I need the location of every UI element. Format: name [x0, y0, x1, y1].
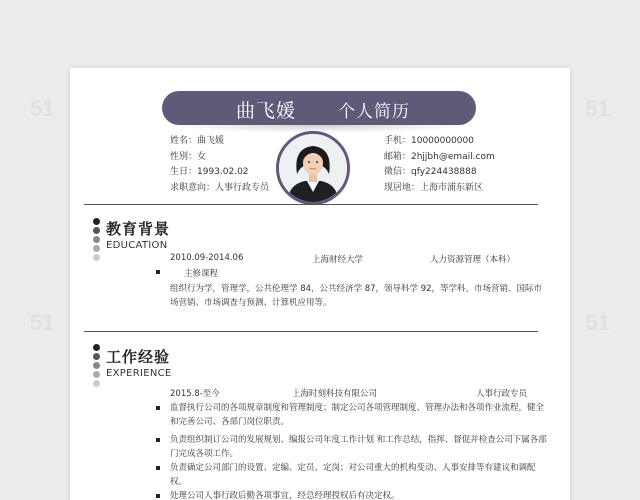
- watermark-text: 51: [585, 96, 610, 121]
- header-banner: [162, 91, 476, 125]
- section-divider: [84, 331, 538, 332]
- resume-page: [70, 68, 570, 500]
- experience-dots-icon: [93, 344, 100, 387]
- info-email: 邮箱：2hjjbh@email.com: [384, 151, 495, 162]
- education-courses-label: 主修课程: [184, 269, 219, 279]
- watermark-text: 51: [585, 310, 610, 335]
- education-courses-text: 组织行为学，管理学，公共伦理学 84，公共经济学 87，领导科学 92，等学科。市场营销、国际市场营销、市场调查与预测、计算机应用等。: [170, 284, 543, 308]
- personal-info-right: [384, 134, 495, 196]
- info-birthday: 生日：1993.02.02: [170, 167, 249, 177]
- bullet-icon: [156, 270, 160, 274]
- info-phone: 手机：10000000000: [384, 136, 474, 146]
- personal-info-left: [170, 134, 269, 196]
- education-period: 2010.09-2014.06: [170, 253, 244, 263]
- info-job-intention: 求职意向：人事行政专员: [170, 182, 270, 193]
- experience-period: 2015.8-至今: [170, 389, 220, 399]
- watermark-text: 51: [30, 310, 55, 335]
- education-school: 上海财经大学: [312, 255, 364, 265]
- info-address: 现居地：上海市浦东新区: [384, 182, 484, 193]
- experience-company: 上海时刻科技有限公司: [292, 389, 378, 399]
- avatar-photo-icon: [279, 134, 347, 202]
- experience-position: 人事行政专员: [476, 389, 528, 399]
- bullet-icon: [156, 438, 160, 442]
- header-subtitle: 个人简历: [338, 102, 410, 122]
- info-gender: 性别：女: [170, 151, 207, 162]
- education-dots-icon: [93, 218, 100, 261]
- bullet-icon: [156, 494, 160, 498]
- watermark-text: 51: [30, 96, 55, 121]
- education-subtitle: EDUCATION: [106, 240, 168, 251]
- experience-duty: 监督执行公司的各项规章制度和管理制度；制定公司各项管理制度、管理办法和各项作业流程，健全和完善公司、各部门岗位职责。: [170, 403, 545, 427]
- header-divider: [84, 204, 538, 205]
- avatar: [276, 131, 350, 205]
- experience-duty: 负责确定公司部门的设置、定编、定员、定岗；对公司重大的机构变动、人事安排等有建议和调配权。: [170, 463, 536, 487]
- header-name: 曲飞媛: [236, 100, 297, 122]
- education-title: 教育背景: [106, 220, 171, 238]
- info-wechat: 微信：qfy224438888: [384, 167, 477, 177]
- bullet-icon: [156, 406, 160, 410]
- experience-duty: 负责组织制订公司的发展规划、编报公司年度工作计划 和工作总结，指挥、督促并检查公司下属各部门完成各项工作。: [170, 435, 547, 459]
- experience-duty: 处理公司人事行政后勤各项事宜，经总经理授权后有决定权。: [170, 491, 400, 500]
- bullet-icon: [156, 466, 160, 470]
- experience-subtitle: EXPERIENCE: [106, 368, 172, 379]
- education-major: 人力资源管理（本科）: [430, 255, 516, 265]
- info-name: 姓名：曲飞媛: [170, 136, 225, 146]
- experience-title: 工作经验: [106, 348, 171, 366]
